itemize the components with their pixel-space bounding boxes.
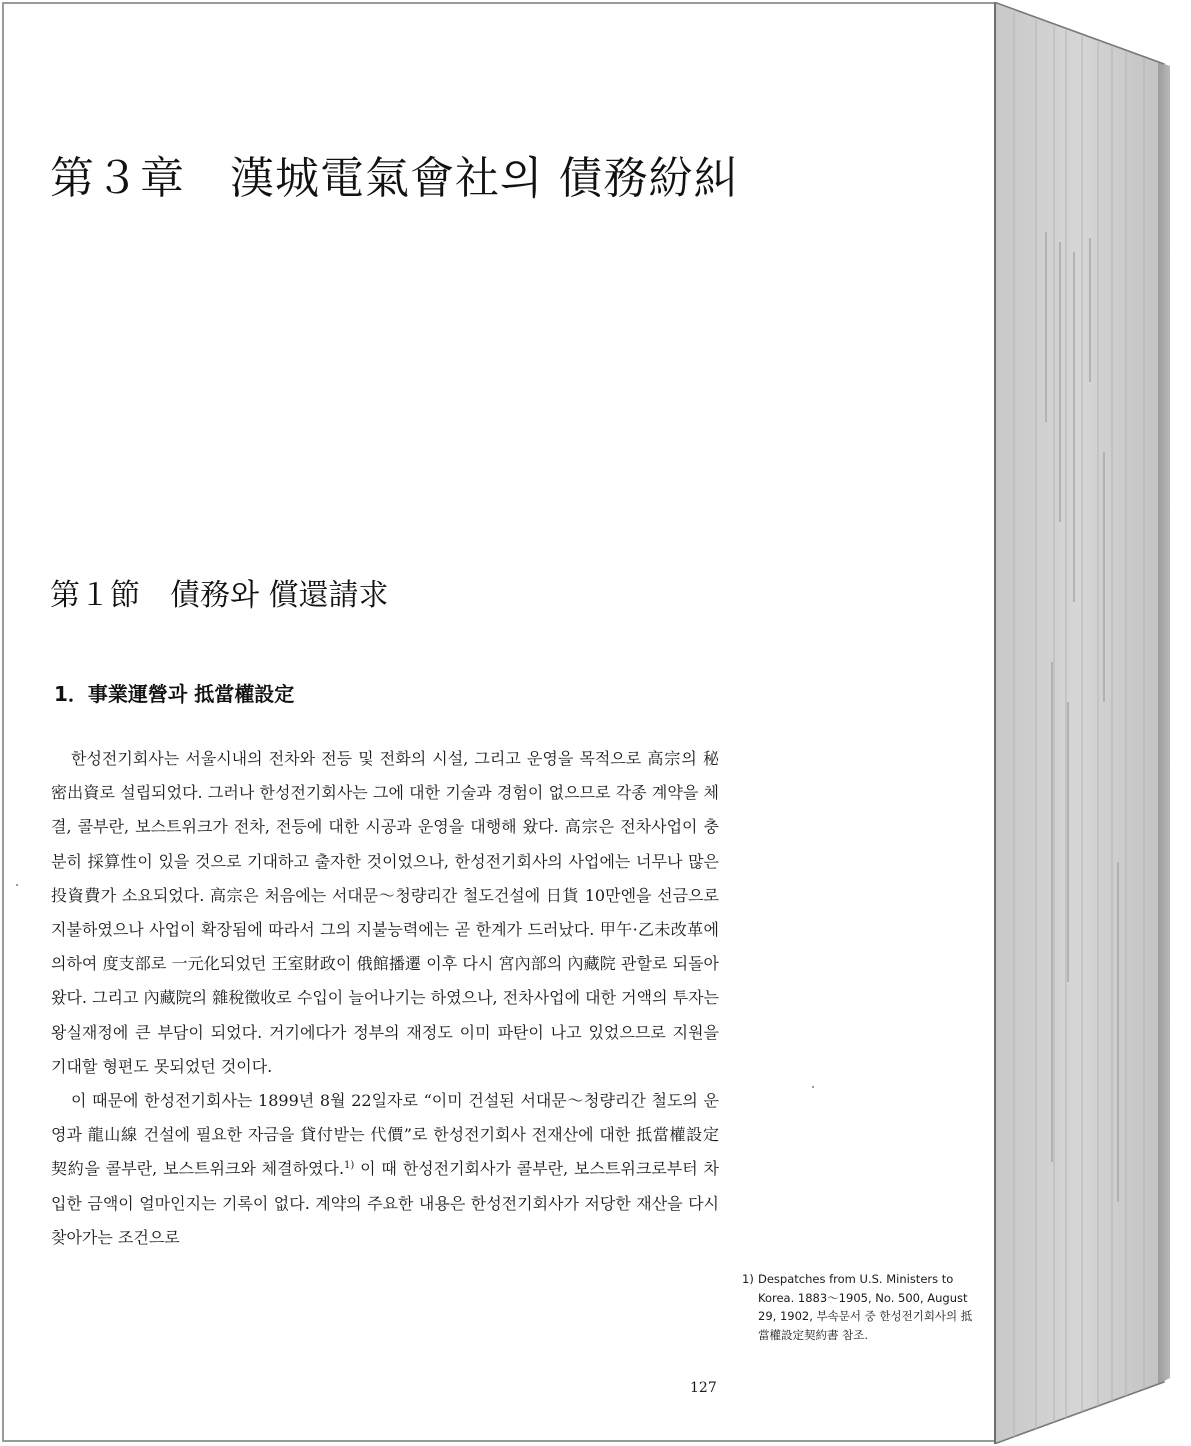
paragraph-2-continued: 이 때 한성전기회사가 콜부란, 보스트위크로부터 차입한 금액이 얼마인지는 기록이 없다. 계약의 주요한 내용은 한성전기회사가 저당한 재산을 다시 찾아가는 조건으로 bbox=[51, 1159, 719, 1247]
book-page-edge bbox=[994, 2, 1174, 1444]
document-page bbox=[2, 2, 994, 1442]
subsection-title: 1．事業運營과 抵當權設定 bbox=[54, 682, 295, 706]
footnote-number: 1) bbox=[742, 1272, 754, 1286]
footnote-text: Despatches from U.S. Ministers to Korea. 1883～1905, No. 500, August 29, 1902, 부속문서 중 한성전기회사의 抵當權設定契約書 참조. bbox=[758, 1272, 973, 1342]
body-text bbox=[51, 742, 719, 1255]
footnote bbox=[742, 1270, 982, 1344]
paragraph-2 bbox=[51, 1084, 719, 1255]
scan-speck bbox=[812, 1086, 814, 1088]
page-number: 127 bbox=[690, 1380, 717, 1396]
section-title: 第１節 債務와 償還請求 bbox=[50, 578, 389, 613]
chapter-title: 第３章 漢城電氣會社의 債務紛糾 bbox=[50, 153, 739, 204]
paragraph-1: 한성전기회사는 서울시내의 전차와 전등 및 전화의 시설, 그리고 운영을 목적으로 高宗의 秘密出資로 설립되었다. 그러나 한성전기회사는 그에 대한 기술과 경험이 없으므로 각종 계약을 체결, 콜부란, 보스트위크가 전차, 전등에 대한 시공과 운영을 대행해 왔다. 高宗은 전차사업이 충분히 採算性이 있을 것으로 기대하고 출자한 것이었으나, 한성전기회사의 사업에는 너무나 많은 投資費가 소요되었다. 高宗은 처음에는 서대문～청량리간 철도건설에 日貨 10만엔을 선금으로 지불하였으나 사업이 확장됨에 따라서 그의 지불능력에는 곧 한계가 드러났다. 甲午·乙未改革에 의하여 度支部로 一元化되었던 王室財政이 俄館播遷 이후 다시 宮內部의 內藏院 관할로 되돌아왔다. 그리고 內藏院의 雜稅徵收로 수입이 늘어나기는 하였으나, 전차사업에 대한 거액의 투자는 왕실재정에 큰 부담이 되었다. 거기에다가 정부의 재정도 이미 파탄이 나고 있었으므로 지원을 기대할 형편도 못되었던 것이다. bbox=[51, 749, 719, 1076]
scan-speck bbox=[16, 884, 18, 886]
paragraph-2-text: 이 때문에 한성전기회사는 1899년 8월 22일자로 “이미 건설된 서대문～청량리간 철도의 운영과 龍山線 건설에 필요한 자금을 貸付받는 代價”로 한성전기회사 전재산에 대한 抵當權設定契約을 콜부란, 보스트위크와 체결하였다. bbox=[51, 1091, 719, 1179]
page-stack-illustration bbox=[994, 2, 1174, 1444]
footnote-reference: 1) bbox=[344, 1160, 355, 1172]
